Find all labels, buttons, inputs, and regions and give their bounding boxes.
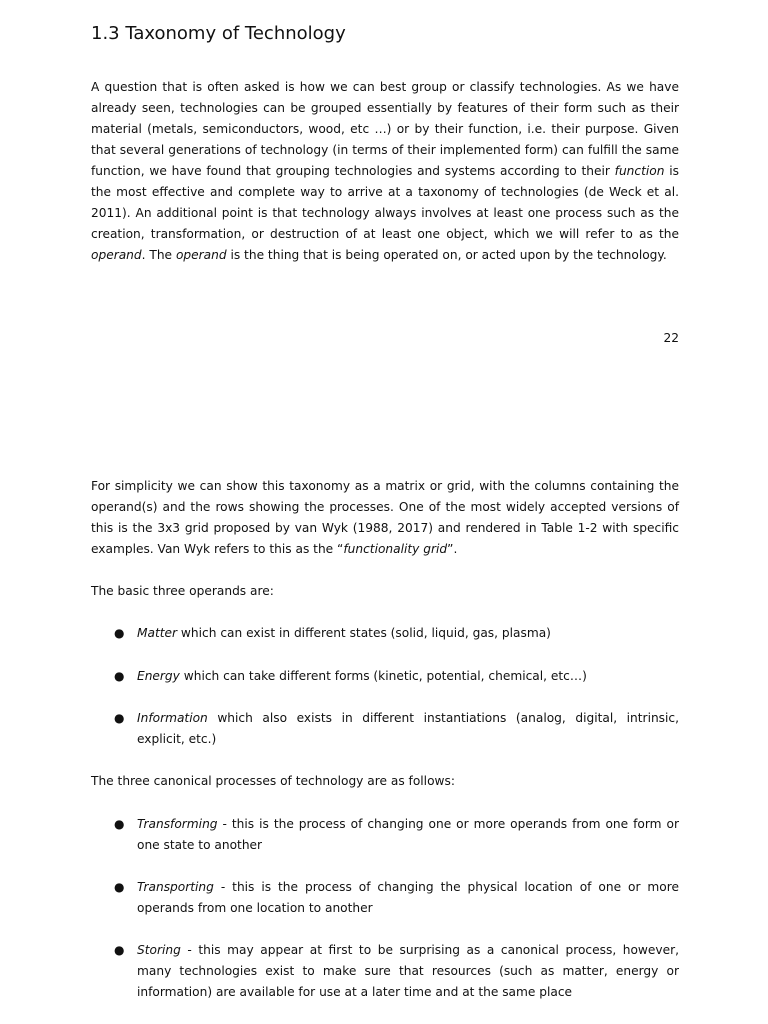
bullet-icon: ● [114,711,125,725]
list-item-text [137,666,679,687]
bullet-icon: ● [114,817,125,831]
bullet-icon: ● [114,669,125,683]
list-item-term: Storing [137,943,181,957]
paragraph-grid-intro [91,476,679,560]
list-item-term: Matter [137,626,178,640]
bullet-icon: ● [114,626,125,640]
bullet-icon: ● [114,943,125,957]
text-run: ”. [447,542,458,556]
text-run: For simplicity we can show this taxonomy as a matrix or grid, with the columns containing the operand(s) and the rows showing the processes. One of the most widely accepted versions of this is the 3x3 grid proposed by van Wyk (1988, 2017) and rendered in Table 1-2 with specific examples. Van Wyk refers to this as the “ [91,479,679,556]
bullet-icon: ● [114,880,125,894]
list-item-term: Energy [137,669,180,683]
section-heading: 1.3 Taxonomy of Technology [91,23,346,44]
page-number: 22 [663,331,679,345]
list-item-text [137,940,679,1003]
emphasis-functionality-grid: functionality grid [343,542,448,556]
operands-intro: The basic three operands are: [91,584,274,598]
text-run: is the most effective and complete way to arrive at a taxonomy of technologies (de Weck et al. 2011). An additional point is that technology always involves at least one process such as the creation, transformation, or destruction of at least one object, which we will refer to as the [91,164,679,241]
list-item-text [137,877,679,919]
list-item-description: - this may appear at first to be surprising as a canonical process, however, many technologies exist to make sure that resources (such as matter, energy or information) are available for use at a later time and at the same place [137,943,679,999]
list-item-description: which can exist in different states (solid, liquid, gas, plasma) [177,626,551,640]
list-item-description: - this is the process of changing one or more operands from one form or one state to another [137,817,679,852]
text-run: is the thing that is being operated on, or acted upon by the technology. [226,248,667,262]
list-item-description: - this is the process of changing the physical location of one or more operands from one location to another [137,880,679,915]
list-item-text [137,708,679,750]
list-item-term: Transforming [137,817,218,831]
text-run: . The [141,248,176,262]
list-item-term: Information [137,711,208,725]
emphasis-operand: operand [175,248,227,262]
list-item-description: which also exists in different instantiations (analog, digital, intrinsic, explicit, etc.) [137,711,679,746]
paragraph-taxonomy-intro [91,77,679,266]
emphasis-function: function [614,164,665,178]
list-item-term: Transporting [137,880,214,894]
text-run: A question that is often asked is how we can best group or classify technologies. As we have already seen, technologies can be grouped essentially by features of their form such as their material (metals, semiconductors, wood, etc …) or by their function, i.e. their purpose. Given that several generations of technology (in terms of their implemented form) can fulfill the same function, we have found that grouping technologies and systems according to their [91,80,679,178]
emphasis-operand: operand [91,248,142,262]
list-item-text [137,623,679,644]
list-item-text [137,814,679,856]
list-item-description: which can take different forms (kinetic, potential, chemical, etc…) [179,669,587,683]
processes-intro: The three canonical processes of technology are as follows: [91,774,455,788]
